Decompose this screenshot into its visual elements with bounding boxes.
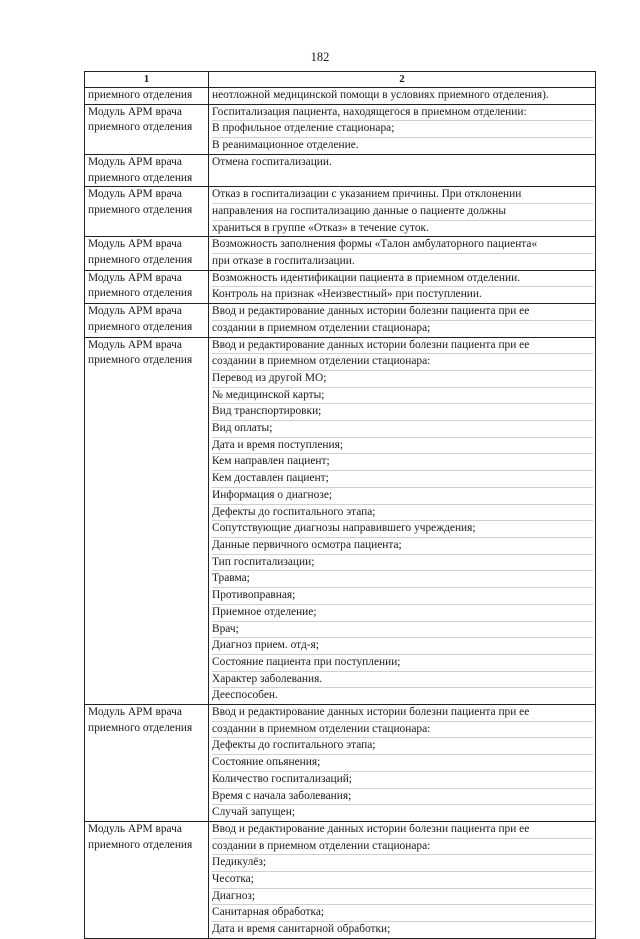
function-text-line: В профильное отделение стационара; [212,121,593,138]
function-cell [209,705,596,822]
function-text-line: Ввод и редактирование данных истории болезни пациента при ее [212,705,593,722]
module-name-line: Модуль АРМ врача [88,305,182,318]
function-text-line: Ввод и редактирование данных истории болезни пациента при ее [212,822,593,839]
function-text-line: Травма; [212,571,593,588]
function-text-line: Дата и время санитарной обработки; [212,923,391,936]
module-cell [85,187,209,237]
function-text-line: В реанимационное отделение. [212,139,359,152]
table-row [85,237,596,270]
function-text-line: храниться в группе «Отказ» в течение суток. [212,221,429,234]
column-header-1: 1 [85,72,209,88]
column-header-2: 2 [209,72,596,88]
function-text-line: Противоправная; [212,588,593,605]
module-cell [85,304,209,337]
function-text-line: Ввод и редактирование данных истории болезни пациента при ее [212,304,593,321]
module-name-line: Модуль АРМ врача [88,822,182,835]
table-header-row [85,72,596,88]
function-text-line: направления на госпитализацию данные о пациенте должны [212,204,593,221]
table-row [85,88,596,105]
module-name-line: приемного отделения [88,121,193,134]
table-row [85,337,596,704]
module-name-line: приемного отделения [88,354,193,367]
function-text-line: Время с начала заболевания; [212,789,593,806]
function-cell [209,821,596,938]
function-text-line: Отмена госпитализации. [212,155,332,168]
table-row [85,304,596,337]
table-body [85,88,596,939]
function-cell [209,104,596,154]
function-text-line: Дееспособен. [212,689,278,702]
function-text-line: создании в приемном отделении стационара; [212,321,431,334]
module-cell [85,237,209,270]
module-name-line: Модуль АРМ врача [88,155,182,168]
function-text-line: Приемное отделение; [212,605,593,622]
function-text-line: Контроль на признак «Неизвестный» при поступлении. [212,288,482,301]
function-text-line: Врач; [212,622,593,639]
function-text-line: Диагноз прием. отд-я; [212,638,593,655]
table-row [85,821,596,938]
module-name-line: приемного отделения [88,287,193,300]
function-text-line: Случай запущен; [212,806,295,819]
function-text-line: неотложной медицинской помощи в условиях приемного отделения). [212,89,549,101]
function-text-line: Педикулёз; [212,855,593,872]
function-text-line: Состояние опьянения; [212,755,593,772]
function-text-line: Чесотка; [212,872,593,889]
function-text-line: Возможность заполнения формы «Талон амбулаторного пациента« [212,237,593,254]
table-row [85,270,596,303]
function-text-line: при отказе в госпитализации. [212,255,355,268]
function-text-line: Дефекты до госпитального этапа; [212,738,593,755]
function-cell [209,187,596,237]
function-text-line: создании в приемном отделении стационара: [212,839,593,856]
module-name-line: Модуль АРМ врача [88,238,182,251]
module-name-line: приемного отделения [88,721,193,734]
function-text-line: Отказ в госпитализации с указанием причины. При отклонении [212,187,593,204]
function-text-line: Кем направлен пациент; [212,454,593,471]
table-row [85,104,596,154]
module-name-line: Модуль АРМ врача [88,105,182,118]
function-cell [209,270,596,303]
module-cell [85,88,209,105]
module-name-line: приемного отделения [88,320,193,333]
module-name-line: приемного отделения [88,89,193,101]
module-cell [85,821,209,938]
function-text-line: Перевод из другой МО; [212,371,593,388]
module-name-line: Модуль АРМ врача [88,271,182,284]
function-text-line: Характер заболевания. [212,672,593,689]
module-name-line: приемного отделения [88,171,193,184]
function-text-line: Количество госпитализаций; [212,772,593,789]
function-text-line: Возможность идентификации пациента в приемном отделении. [212,271,593,288]
function-text-line: Дата и время поступления; [212,438,593,455]
function-text-line: Вид оплаты; [212,421,593,438]
function-text-line: создании в приемном отделении стационара: [212,354,593,371]
page-number: 182 [310,50,330,64]
module-name-line: Модуль АРМ врача [88,188,182,201]
function-cell [209,237,596,270]
function-cell [209,304,596,337]
function-text-line: Ввод и редактирование данных истории болезни пациента при ее [212,338,593,355]
module-cell [85,270,209,303]
function-text-line: Кем доставлен пациент; [212,471,593,488]
module-name-line: Модуль АРМ врача [88,706,182,719]
function-text-line: № медицинской карты; [212,388,593,405]
module-name-line: приемного отделения [88,203,193,216]
table-row [85,154,596,186]
function-text-line: Дефекты до госпитального этапа; [212,505,593,522]
function-cell [209,154,596,186]
table-row [85,187,596,237]
table-row [85,705,596,822]
function-cell [209,88,596,105]
function-text-line: Санитарная обработка; [212,905,593,922]
module-cell [85,705,209,822]
function-text-line: Состояние пациента при поступлении; [212,655,593,672]
function-text-line: Вид транспортировки; [212,404,593,421]
function-text-line: Диагноз; [212,889,593,906]
function-text-line: Госпитализация пациента, находящегося в приемном отделении: [212,105,593,122]
function-text-line: Данные первичного осмотра пациента; [212,538,593,555]
module-cell [85,337,209,704]
module-cell [85,154,209,186]
function-cell [209,337,596,704]
function-text-line: Сопутствующие диагнозы направившего учреждения; [212,521,593,538]
function-text-line: создании в приемном отделении стационара: [212,722,593,739]
function-text-line: Информация о диагнозе; [212,488,593,505]
module-cell [85,104,209,154]
module-name-line: Модуль АРМ врача [88,338,182,351]
module-name-line: приемного отделения [88,838,193,851]
function-text-line: Тип госпитализации; [212,555,593,572]
module-name-line: приемного отделения [88,254,193,267]
requirements-table [84,71,596,939]
